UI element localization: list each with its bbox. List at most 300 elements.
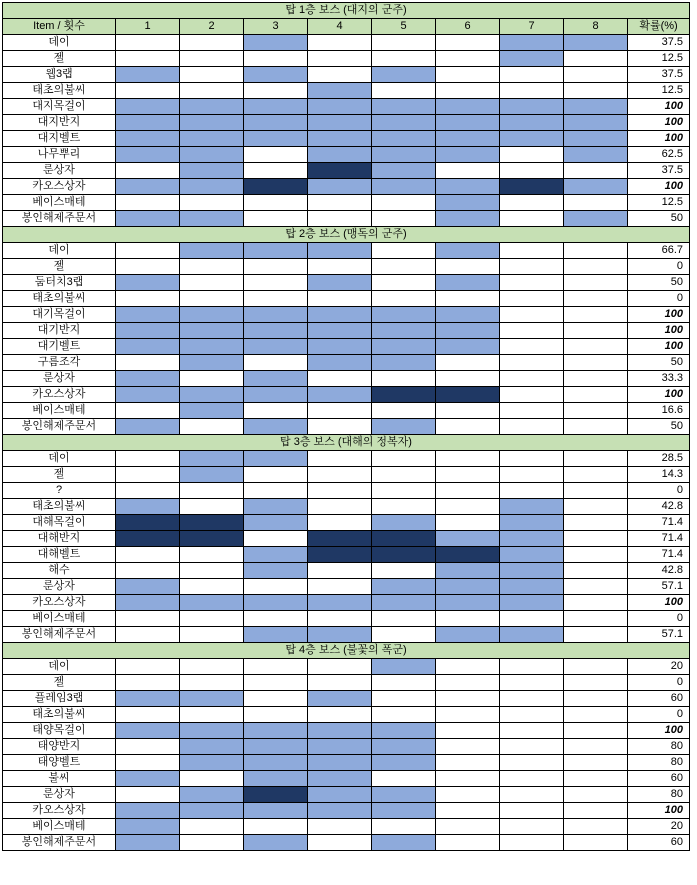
drop-cell bbox=[436, 755, 500, 771]
drop-cell bbox=[244, 803, 308, 819]
probability-value: 50 bbox=[628, 275, 690, 291]
probability-value: 50 bbox=[628, 211, 690, 227]
drop-cell bbox=[116, 259, 180, 275]
drop-cell bbox=[500, 531, 564, 547]
table-row bbox=[3, 611, 690, 627]
drop-cell bbox=[308, 243, 372, 259]
drop-cell bbox=[244, 99, 308, 115]
drop-cell bbox=[308, 131, 372, 147]
table-row bbox=[3, 803, 690, 819]
item-name: 대기벨트 bbox=[3, 339, 116, 355]
drop-cell bbox=[116, 515, 180, 531]
table-row bbox=[3, 291, 690, 307]
drop-cell bbox=[500, 771, 564, 787]
drop-cell bbox=[308, 819, 372, 835]
drop-cell bbox=[180, 307, 244, 323]
drop-cell bbox=[244, 547, 308, 563]
table-row bbox=[3, 147, 690, 163]
drop-cell bbox=[372, 707, 436, 723]
drop-cell bbox=[372, 547, 436, 563]
probability-value: 62.5 bbox=[628, 147, 690, 163]
probability-value: 37.5 bbox=[628, 35, 690, 51]
drop-cell bbox=[372, 659, 436, 675]
table-row bbox=[3, 659, 690, 675]
drop-cell bbox=[244, 291, 308, 307]
drop-cell bbox=[564, 467, 628, 483]
drop-cell bbox=[116, 211, 180, 227]
probability-value: 100 bbox=[628, 115, 690, 131]
drop-cell bbox=[500, 483, 564, 499]
drop-cell bbox=[436, 723, 500, 739]
drop-cell bbox=[116, 707, 180, 723]
drop-cell bbox=[372, 259, 436, 275]
drop-cell bbox=[180, 563, 244, 579]
drop-cell bbox=[436, 163, 500, 179]
drop-cell bbox=[308, 355, 372, 371]
drop-cell bbox=[372, 467, 436, 483]
item-name: 둠터치3랩 bbox=[3, 275, 116, 291]
drop-cell bbox=[500, 195, 564, 211]
drop-cell bbox=[308, 211, 372, 227]
table-row bbox=[3, 691, 690, 707]
section-title-row bbox=[3, 3, 690, 19]
drop-cell bbox=[244, 515, 308, 531]
drop-cell bbox=[116, 483, 180, 499]
drop-cell bbox=[500, 467, 564, 483]
drop-cell bbox=[564, 131, 628, 147]
drop-cell bbox=[244, 51, 308, 67]
probability-value: 28.5 bbox=[628, 451, 690, 467]
drop-cell bbox=[500, 35, 564, 51]
drop-cell bbox=[372, 419, 436, 435]
item-name: 플레임3랩 bbox=[3, 691, 116, 707]
item-name: 대해목걸이 bbox=[3, 515, 116, 531]
drop-cell bbox=[308, 547, 372, 563]
drop-cell bbox=[372, 163, 436, 179]
drop-cell bbox=[564, 323, 628, 339]
probability-value: 100 bbox=[628, 179, 690, 195]
drop-cell bbox=[308, 307, 372, 323]
drop-cell bbox=[116, 755, 180, 771]
drop-cell bbox=[436, 131, 500, 147]
drop-cell bbox=[372, 371, 436, 387]
item-name: 베이스매테 bbox=[3, 611, 116, 627]
drop-cell bbox=[308, 675, 372, 691]
drop-cell bbox=[564, 531, 628, 547]
table-row bbox=[3, 739, 690, 755]
table-row bbox=[3, 211, 690, 227]
item-name: 태초의불씨 bbox=[3, 291, 116, 307]
drop-cell bbox=[500, 323, 564, 339]
drop-cell bbox=[180, 419, 244, 435]
drop-cell bbox=[372, 179, 436, 195]
drop-cell bbox=[372, 339, 436, 355]
item-name: 태초의불씨 bbox=[3, 499, 116, 515]
drop-cell bbox=[564, 483, 628, 499]
drop-cell bbox=[244, 371, 308, 387]
table-row bbox=[3, 563, 690, 579]
drop-cell bbox=[500, 243, 564, 259]
probability-value: 50 bbox=[628, 419, 690, 435]
probability-value: 100 bbox=[628, 99, 690, 115]
drop-cell bbox=[564, 835, 628, 851]
drop-cell bbox=[500, 595, 564, 611]
drop-cell bbox=[564, 659, 628, 675]
drop-cell bbox=[500, 755, 564, 771]
item-name: ? bbox=[3, 483, 116, 499]
drop-cell bbox=[500, 835, 564, 851]
item-name: 대기목걸이 bbox=[3, 307, 116, 323]
probability-value: 12.5 bbox=[628, 51, 690, 67]
drop-cell bbox=[436, 515, 500, 531]
drop-cell bbox=[436, 115, 500, 131]
drop-cell bbox=[308, 515, 372, 531]
probability-value: 100 bbox=[628, 323, 690, 339]
drop-cell bbox=[308, 579, 372, 595]
drop-cell bbox=[116, 195, 180, 211]
drop-cell bbox=[180, 291, 244, 307]
item-name: 대지반지 bbox=[3, 115, 116, 131]
probability-value: 0 bbox=[628, 675, 690, 691]
table-row bbox=[3, 547, 690, 563]
drop-cell bbox=[180, 515, 244, 531]
section-title: 탑 1층 보스 (대지의 군주) bbox=[3, 3, 690, 19]
drop-cell bbox=[244, 179, 308, 195]
drop-cell bbox=[436, 611, 500, 627]
drop-cell bbox=[308, 387, 372, 403]
item-name: 봉인해제주문서 bbox=[3, 419, 116, 435]
drop-cell bbox=[436, 387, 500, 403]
drop-cell bbox=[564, 707, 628, 723]
drop-cell bbox=[116, 163, 180, 179]
drop-cell bbox=[244, 787, 308, 803]
item-name: 불씨 bbox=[3, 771, 116, 787]
drop-cell bbox=[116, 771, 180, 787]
drop-cell bbox=[436, 211, 500, 227]
probability-value: 71.4 bbox=[628, 531, 690, 547]
drop-cell bbox=[244, 579, 308, 595]
drop-cell bbox=[436, 51, 500, 67]
drop-cell bbox=[564, 579, 628, 595]
drop-cell bbox=[180, 371, 244, 387]
drop-cell bbox=[180, 115, 244, 131]
section-title-row bbox=[3, 643, 690, 659]
table-row bbox=[3, 275, 690, 291]
drop-cell bbox=[564, 499, 628, 515]
drop-cell bbox=[564, 755, 628, 771]
drop-cell bbox=[372, 675, 436, 691]
drop-cell bbox=[244, 835, 308, 851]
probability-value: 60 bbox=[628, 771, 690, 787]
drop-cell bbox=[116, 723, 180, 739]
column-header-row bbox=[3, 19, 690, 35]
drop-cell bbox=[308, 163, 372, 179]
drop-cell bbox=[564, 819, 628, 835]
table-row bbox=[3, 51, 690, 67]
drop-cell bbox=[116, 387, 180, 403]
drop-cell bbox=[308, 291, 372, 307]
drop-cell bbox=[180, 211, 244, 227]
item-name: 데이 bbox=[3, 451, 116, 467]
drop-cell bbox=[372, 515, 436, 531]
drop-cell bbox=[500, 787, 564, 803]
table-row bbox=[3, 467, 690, 483]
drop-cell bbox=[180, 403, 244, 419]
drop-cell bbox=[244, 275, 308, 291]
drop-cell bbox=[564, 739, 628, 755]
item-name: 봉인해제주문서 bbox=[3, 627, 116, 643]
drop-cell bbox=[564, 99, 628, 115]
drop-cell bbox=[116, 499, 180, 515]
drop-cell bbox=[372, 403, 436, 419]
drop-cell bbox=[244, 451, 308, 467]
drop-cell bbox=[436, 547, 500, 563]
drop-cell bbox=[116, 563, 180, 579]
drop-cell bbox=[372, 243, 436, 259]
drop-cell bbox=[436, 323, 500, 339]
probability-value: 0 bbox=[628, 611, 690, 627]
header-run: 8 bbox=[564, 19, 628, 35]
drop-cell bbox=[180, 83, 244, 99]
probability-value: 100 bbox=[628, 595, 690, 611]
item-name: 봉인해제주문서 bbox=[3, 835, 116, 851]
drop-cell bbox=[116, 243, 180, 259]
header-item: Item / 횟수 bbox=[3, 19, 116, 35]
item-name: 데이 bbox=[3, 35, 116, 51]
drop-cell bbox=[180, 387, 244, 403]
drop-cell bbox=[308, 115, 372, 131]
drop-cell bbox=[500, 659, 564, 675]
drop-cell bbox=[180, 691, 244, 707]
drop-cell bbox=[500, 115, 564, 131]
drop-cell bbox=[564, 147, 628, 163]
table-row bbox=[3, 195, 690, 211]
drop-cell bbox=[372, 819, 436, 835]
header-run: 2 bbox=[180, 19, 244, 35]
drop-cell bbox=[372, 691, 436, 707]
drop-cell bbox=[116, 99, 180, 115]
drop-cell bbox=[244, 115, 308, 131]
item-name: 베이스매테 bbox=[3, 195, 116, 211]
drop-cell bbox=[180, 195, 244, 211]
drop-cell bbox=[116, 179, 180, 195]
drop-cell bbox=[180, 579, 244, 595]
drop-cell bbox=[436, 691, 500, 707]
drop-cell bbox=[180, 35, 244, 51]
drop-cell bbox=[180, 51, 244, 67]
drop-cell bbox=[372, 307, 436, 323]
probability-value: 42.8 bbox=[628, 563, 690, 579]
item-name: 룬상자 bbox=[3, 579, 116, 595]
drop-cell bbox=[244, 131, 308, 147]
drop-cell bbox=[308, 51, 372, 67]
table-row bbox=[3, 675, 690, 691]
drop-cell bbox=[500, 803, 564, 819]
probability-value: 12.5 bbox=[628, 195, 690, 211]
drop-cell bbox=[372, 275, 436, 291]
drop-cell bbox=[180, 787, 244, 803]
header-run: 7 bbox=[500, 19, 564, 35]
drop-cell bbox=[500, 307, 564, 323]
drop-cell bbox=[308, 787, 372, 803]
item-name: 태초의불씨 bbox=[3, 707, 116, 723]
drop-cell bbox=[436, 259, 500, 275]
table-row bbox=[3, 115, 690, 131]
item-name: 대지벨트 bbox=[3, 131, 116, 147]
drop-cell bbox=[244, 355, 308, 371]
table-row bbox=[3, 627, 690, 643]
drop-cell bbox=[564, 563, 628, 579]
drop-cell bbox=[244, 723, 308, 739]
probability-value: 0 bbox=[628, 483, 690, 499]
drop-cell bbox=[436, 403, 500, 419]
drop-cell bbox=[372, 755, 436, 771]
drop-cell bbox=[180, 259, 244, 275]
probability-value: 66.7 bbox=[628, 243, 690, 259]
drop-cell bbox=[116, 627, 180, 643]
drop-cell bbox=[372, 211, 436, 227]
drop-cell bbox=[308, 627, 372, 643]
probability-value: 60 bbox=[628, 691, 690, 707]
drop-cell bbox=[308, 275, 372, 291]
drop-cell bbox=[564, 771, 628, 787]
drop-cell bbox=[372, 35, 436, 51]
drop-cell bbox=[180, 723, 244, 739]
probability-value: 57.1 bbox=[628, 627, 690, 643]
drop-cell bbox=[116, 547, 180, 563]
drop-cell bbox=[436, 339, 500, 355]
drop-cell bbox=[372, 739, 436, 755]
drop-cell bbox=[180, 755, 244, 771]
item-name: 젤 bbox=[3, 467, 116, 483]
drop-cell bbox=[436, 563, 500, 579]
item-name: 대지목걸이 bbox=[3, 99, 116, 115]
drop-cell bbox=[372, 787, 436, 803]
drop-cell bbox=[372, 611, 436, 627]
drop-cell bbox=[564, 275, 628, 291]
item-name: 대해반지 bbox=[3, 531, 116, 547]
drop-cell bbox=[372, 83, 436, 99]
drop-cell bbox=[180, 499, 244, 515]
drop-cell bbox=[372, 99, 436, 115]
drop-cell bbox=[308, 803, 372, 819]
drop-cell bbox=[372, 563, 436, 579]
drop-cell bbox=[372, 483, 436, 499]
drop-cell bbox=[564, 179, 628, 195]
drop-cell bbox=[116, 579, 180, 595]
probability-value: 71.4 bbox=[628, 547, 690, 563]
drop-cell bbox=[372, 803, 436, 819]
drop-cell bbox=[180, 531, 244, 547]
item-name: 나무뿌리 bbox=[3, 147, 116, 163]
drop-cell bbox=[244, 419, 308, 435]
table-row bbox=[3, 371, 690, 387]
drop-cell bbox=[308, 499, 372, 515]
drop-cell bbox=[564, 787, 628, 803]
item-name: 데이 bbox=[3, 243, 116, 259]
drop-cell bbox=[372, 451, 436, 467]
item-name: 대기반지 bbox=[3, 323, 116, 339]
drop-cell bbox=[180, 179, 244, 195]
item-name: 카오스상자 bbox=[3, 387, 116, 403]
drop-cell bbox=[308, 147, 372, 163]
drop-cell bbox=[564, 67, 628, 83]
drop-cell bbox=[372, 195, 436, 211]
table-row bbox=[3, 451, 690, 467]
drop-cell bbox=[372, 387, 436, 403]
drop-cell bbox=[436, 595, 500, 611]
drop-cell bbox=[372, 323, 436, 339]
drop-cell bbox=[436, 803, 500, 819]
drop-cell bbox=[564, 307, 628, 323]
drop-cell bbox=[436, 787, 500, 803]
drop-cell bbox=[500, 179, 564, 195]
drop-cell bbox=[500, 51, 564, 67]
drop-cell bbox=[116, 115, 180, 131]
drop-cell bbox=[308, 339, 372, 355]
drop-cell bbox=[180, 771, 244, 787]
table-row bbox=[3, 595, 690, 611]
drop-cell bbox=[436, 835, 500, 851]
drop-cell bbox=[500, 547, 564, 563]
table-row bbox=[3, 83, 690, 99]
header-run: 4 bbox=[308, 19, 372, 35]
drop-cell bbox=[436, 483, 500, 499]
drop-cell bbox=[372, 627, 436, 643]
drop-cell bbox=[436, 419, 500, 435]
drop-cell bbox=[244, 563, 308, 579]
table-row bbox=[3, 99, 690, 115]
drop-cell bbox=[244, 307, 308, 323]
drop-cell bbox=[372, 723, 436, 739]
probability-value: 80 bbox=[628, 755, 690, 771]
drop-cell bbox=[116, 691, 180, 707]
drop-cell bbox=[372, 531, 436, 547]
item-name: 룬상자 bbox=[3, 163, 116, 179]
drop-cell bbox=[308, 739, 372, 755]
drop-cell bbox=[436, 675, 500, 691]
drop-cell bbox=[116, 675, 180, 691]
drop-cell bbox=[564, 387, 628, 403]
item-name: 카오스상자 bbox=[3, 595, 116, 611]
drop-cell bbox=[436, 707, 500, 723]
table-row bbox=[3, 179, 690, 195]
drop-cell bbox=[564, 259, 628, 275]
probability-value: 20 bbox=[628, 659, 690, 675]
drop-cell bbox=[500, 819, 564, 835]
probability-value: 57.1 bbox=[628, 579, 690, 595]
drop-cell bbox=[500, 707, 564, 723]
drop-cell bbox=[436, 179, 500, 195]
drop-cell bbox=[372, 355, 436, 371]
item-name: 대해벨트 bbox=[3, 547, 116, 563]
table-row bbox=[3, 819, 690, 835]
item-name: 젤 bbox=[3, 51, 116, 67]
drop-cell bbox=[500, 563, 564, 579]
drop-cell bbox=[436, 83, 500, 99]
drop-cell bbox=[564, 163, 628, 179]
drop-cell bbox=[308, 595, 372, 611]
drop-cell bbox=[244, 35, 308, 51]
table-row bbox=[3, 387, 690, 403]
drop-cell bbox=[116, 355, 180, 371]
drop-cell bbox=[116, 835, 180, 851]
drop-cell bbox=[116, 595, 180, 611]
header-run: 5 bbox=[372, 19, 436, 35]
drop-cell bbox=[244, 819, 308, 835]
table-row bbox=[3, 755, 690, 771]
drop-cell bbox=[436, 307, 500, 323]
